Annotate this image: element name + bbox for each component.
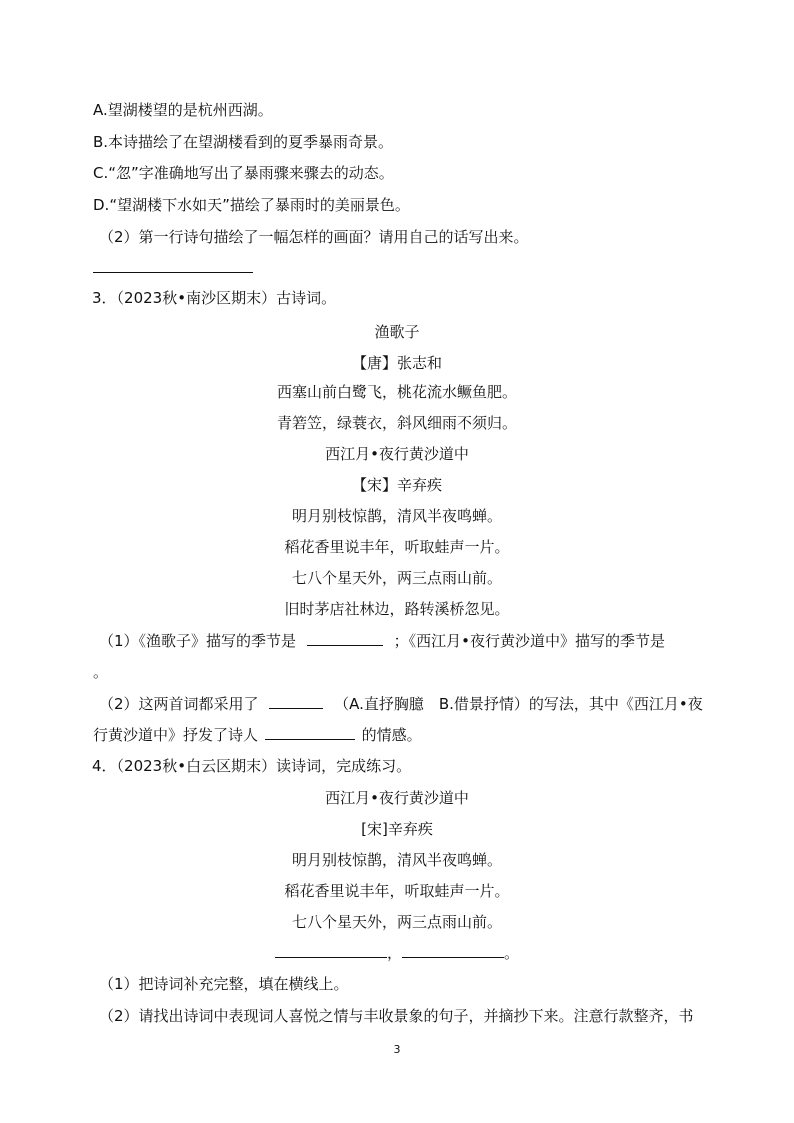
method-blank[interactable] [269,694,323,709]
option-a: A.望湖楼望的是杭州西湖。 [93,101,273,119]
q3-sub2 [99,694,703,714]
poem2-author: 【宋】辛弃疾 [351,476,442,494]
poem1-title: 渔歌子 [374,323,420,341]
q3-sub2-text-a: （2）这两首词都采用了 [99,695,259,713]
q3-sub2-text-c: 行黄沙道中》抒发了诗人 [93,726,259,744]
q3-sub1-text-b: ；《西江月•夜行黄沙道中》描写的季节是 [393,632,665,650]
q3-sub1-end: 。 [93,663,109,681]
q4-fill-line [0,943,794,963]
q3-sub1 [99,631,665,651]
poem2-title: 西江月•夜行黄沙道中 [325,445,469,463]
q4-poem-line: 稻花香里说丰年，听取蛙声一片。 [284,882,510,900]
q2-answer-line[interactable] [93,272,253,273]
comma: ， [386,944,402,962]
period: 。 [504,944,520,962]
q4-header: 4．（2023秋•白云区期末）读诗词，完成练习。 [92,757,412,775]
option-c: C.“忽”字准确地写出了暴雨骤来骤去的动态。 [93,164,394,182]
option-b: B.本诗描绘了在望湖楼看到的夏季暴雨奇景。 [93,133,394,151]
q3-sub2-cont [93,725,422,745]
poem1-line: 青箬笠，绿蓑衣，斜风细雨不须归。 [276,414,517,432]
q2-sub2-prompt: （2）第一行诗句描绘了一幅怎样的画面？请用自己的话写出来。 [99,228,529,246]
season-blank-1[interactable] [307,631,383,646]
q4-poem-author: [宋]辛弃疾 [361,820,433,838]
q4-poem-title: 西江月•夜行黄沙道中 [325,789,469,807]
q4-poem-line: 七八个星天外，两三点雨山前。 [291,913,502,931]
q3-header: 3．（2023秋•南沙区期末）古诗词。 [92,289,337,307]
q3-sub2-text-b: （A.直抒胸臆 B.借景抒情）的写法，其中《西江月•夜 [334,695,703,713]
q4-sub2: （2）请找出诗词中表现词人喜悦之情与丰收景象的句子，并摘抄下来。注意行款整齐，书 [99,1007,694,1025]
poem2-line: 旧时茅店社林边，路转溪桥忽见。 [284,600,510,618]
q4-sub1: （1）把诗词补充完整，填在横线上。 [99,975,349,993]
poem2-line: 稻花香里说丰年，听取蛙声一片。 [284,538,510,556]
q3-sub1-text-a: （1）《渔歌子》描写的季节是 [99,632,297,650]
option-d: D.“望湖楼下水如天”描绘了暴雨时的美丽景色。 [93,196,410,214]
poem1-author: 【唐】张志和 [351,354,442,372]
poem2-line: 明月别枝惊鹊，清风半夜鸣蝉。 [291,507,502,525]
fill-blank-1[interactable] [275,943,387,958]
poem1-line: 西塞山前白鹭飞，桃花流水鳜鱼肥。 [276,383,517,401]
q4-poem-line: 明月别枝惊鹊，清风半夜鸣蝉。 [291,851,502,869]
emotion-blank[interactable] [265,725,355,740]
fill-blank-2[interactable] [402,943,504,958]
poem2-line: 七八个星天外，两三点雨山前。 [291,569,502,587]
page-number: 3 [393,1043,401,1056]
q3-sub2-text-d: 的情感。 [361,726,422,744]
